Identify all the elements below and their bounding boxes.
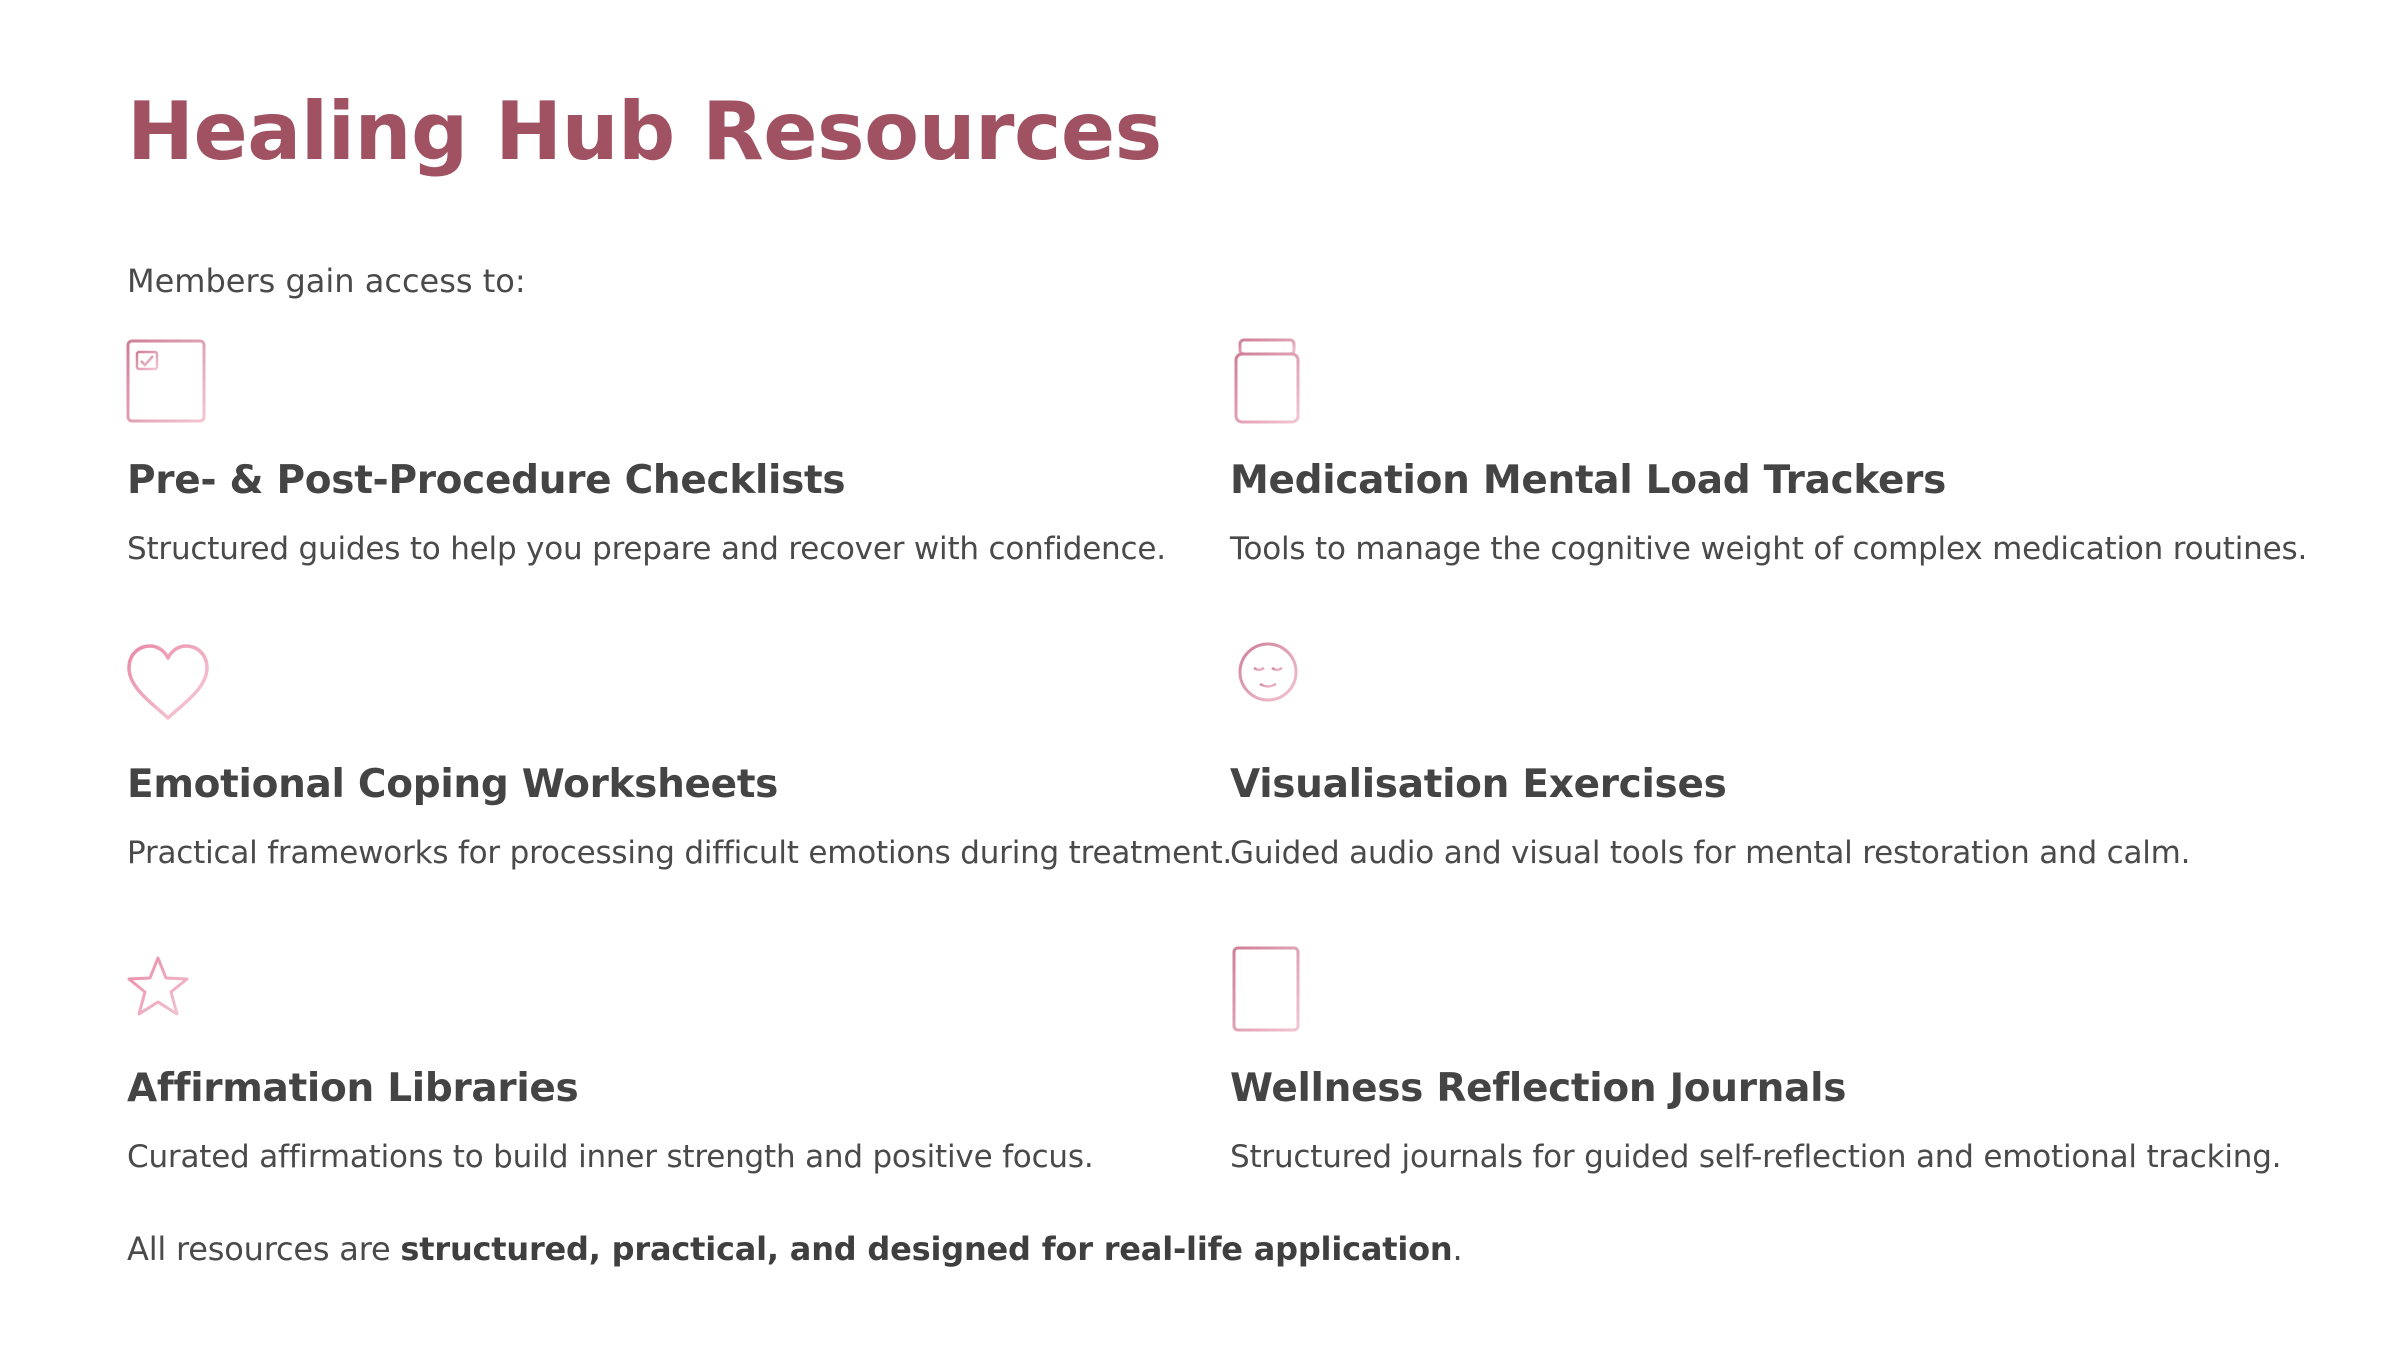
resource-description: Guided audio and visual tools for mental restoration and calm.: [1230, 835, 2191, 871]
star-sparkle-icon: [125, 946, 211, 1032]
resource-description: Practical frameworks for processing difficult emotions during treatment.: [127, 835, 1233, 871]
intro-text: Members gain access to:: [127, 262, 526, 300]
journal-icon: [1228, 946, 1314, 1032]
resource-title: Affirmation Libraries: [127, 1066, 579, 1111]
resource-title: Medication Mental Load Trackers: [1230, 458, 1946, 503]
footer-suffix: .: [1452, 1230, 1463, 1268]
meditation-face-icon: [1228, 642, 1314, 728]
medicine-jar-icon: [1228, 338, 1314, 424]
footer-prefix: All resources are: [127, 1230, 401, 1268]
page-title: Healing Hub Resources: [127, 85, 1162, 178]
resource-description: Tools to manage the cognitive weight of complex medication routines.: [1230, 531, 2308, 567]
resource-title: Emotional Coping Worksheets: [127, 762, 779, 807]
footer-emphasis: structured, practical, and designed for real-life application: [400, 1230, 1453, 1268]
checklist-icon: [125, 338, 211, 424]
resource-description: Structured journals for guided self-reflection and emotional tracking.: [1230, 1139, 2282, 1175]
resource-description: Structured guides to help you prepare and recover with confidence.: [127, 531, 1166, 567]
heart-icon: [125, 642, 211, 728]
resource-description: Curated affirmations to build inner strength and positive focus.: [127, 1139, 1094, 1175]
resource-title: Pre- & Post-Procedure Checklists: [127, 458, 846, 503]
resource-title: Visualisation Exercises: [1230, 762, 1727, 807]
resource-title: Wellness Reflection Journals: [1230, 1066, 1847, 1111]
footer-note: [127, 1230, 1462, 1268]
